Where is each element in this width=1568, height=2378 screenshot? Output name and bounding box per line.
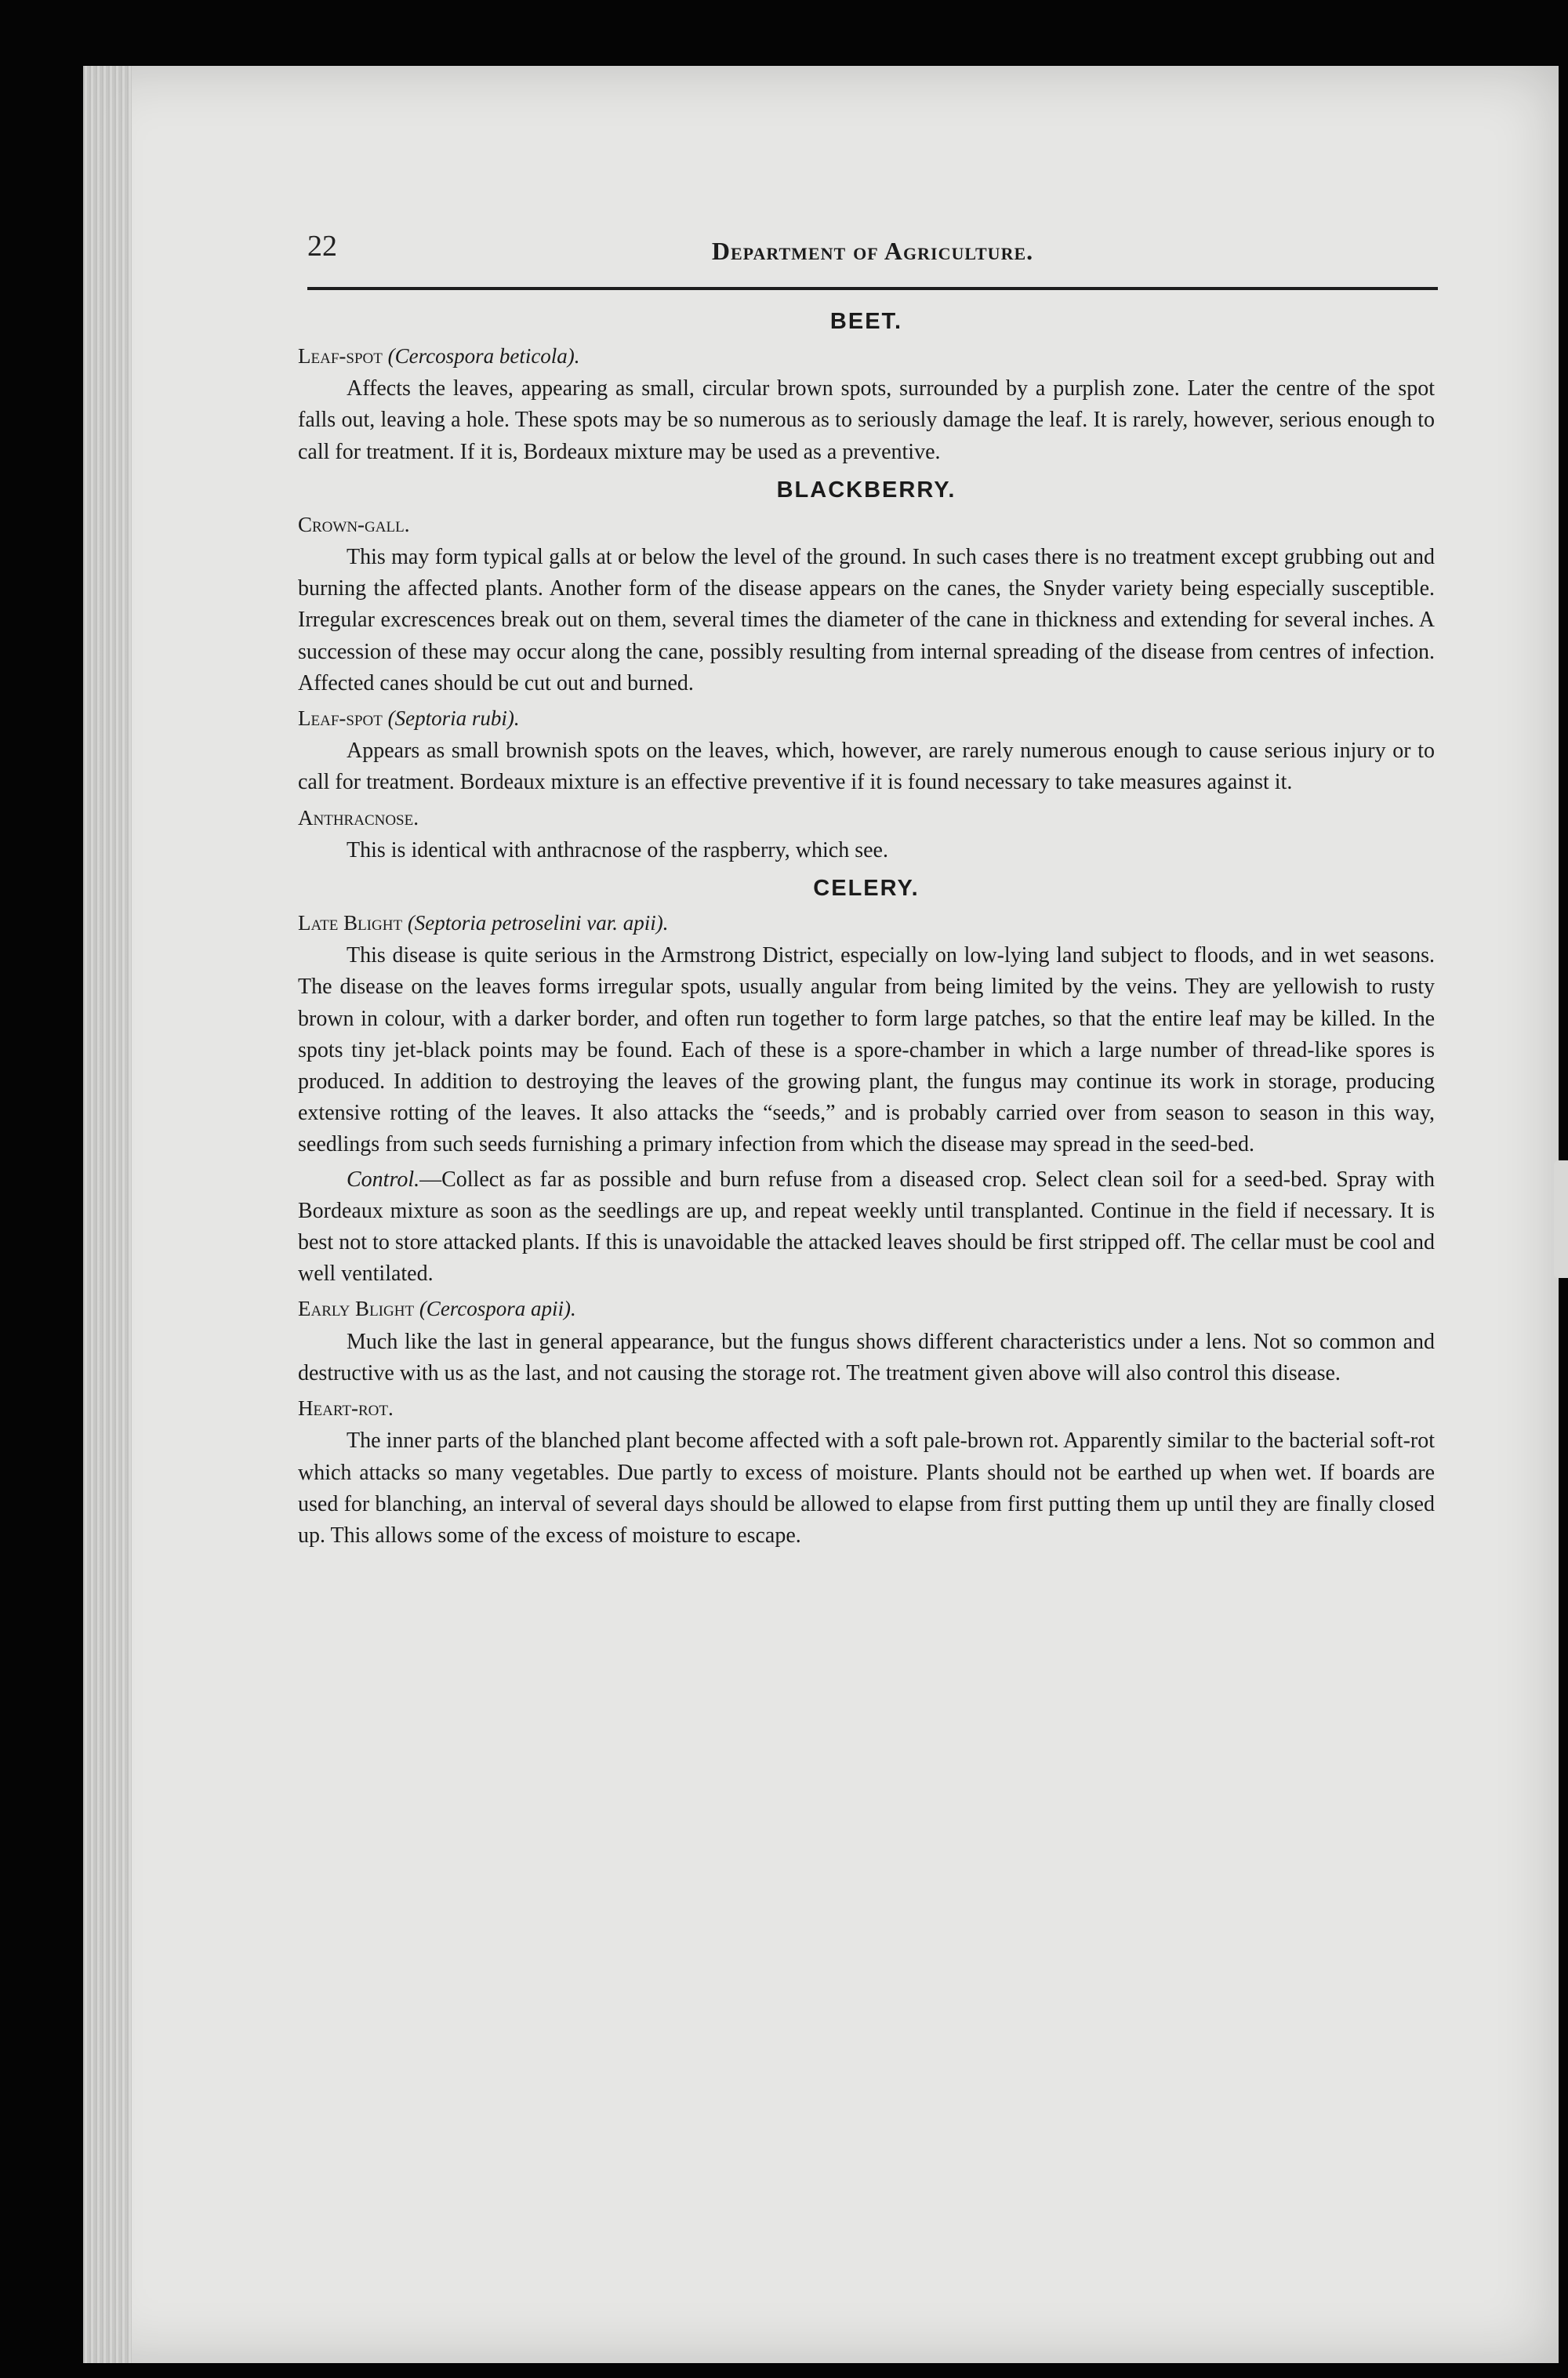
disease-heading — [298, 703, 1435, 734]
disease-name: Anthracnose. — [298, 805, 419, 830]
disease-heading — [298, 509, 1435, 540]
paragraph: This disease is quite serious in the Armstrong District, especially on low-lying land subject to floods, and in wet seasons. The disease on the leaves forms irregular spots, usually angular from being limited by the veins. They are yellowish to rusty brown in colour, with a darker border, and often run together to form large patches, so that the entire leaf may be killed. In the spots tiny jet-black points may be found. Each of these is a spore-chamber in which a large number of thread-like spores is produced. In addition to destroying the leaves of the growing plant, the fungus may continue its work in storage, producing extensive rotting of the leaves. It also attacks the “seeds,” and is probably carried over from season to season in this way, seedlings from such seeds furnishing a primary infection from which the disease may spread in the seed-bed. — [298, 943, 1435, 1157]
disease-heading — [298, 1293, 1435, 1324]
disease-name: Leaf-spot — [298, 706, 383, 731]
paragraph: Much like the last in general appearance, but the fungus shows different characteristics under a lens. Not so common and destructive with us as the last, and not causing the storage rot. The treatment given above will also control this disease. — [298, 1329, 1435, 1385]
page-header — [307, 226, 1438, 289]
paragraph: Appears as small brownish spots on the leaves, which, however, are rarely numerous enough to cause serious injury or to call for treatment. Bordeaux mixture is an effective preventive if it is found necessary to take measures against it. — [298, 739, 1435, 795]
crop-heading: BEET. — [829, 309, 903, 334]
disease-scientific-name: (Cercospora apii). — [419, 1297, 576, 1321]
disease-scientific-name: (Cercospora beticola). — [387, 344, 580, 368]
disease-heading — [298, 907, 1435, 938]
page-edge-tab — [1554, 1160, 1568, 1278]
disease-name: Heart-rot. — [298, 1396, 394, 1421]
disease-name: Crown-gall. — [298, 512, 410, 536]
header-rule — [307, 287, 1438, 290]
running-head: Department of Agriculture. — [711, 237, 1034, 265]
disease-name: Late Blight — [298, 911, 403, 935]
page-number: 22 — [307, 230, 337, 263]
crop-heading: CELERY. — [813, 876, 920, 902]
paragraph: This is identical with anthracnose of the raspberry, which see. — [347, 837, 888, 862]
control-text: —Collect as far as possible and burn refuse from a diseased crop. Select clean soil for a seed-bed. Spray with Bordeaux mixture as soon as the seedlings are up, and repeat weekly until transplanted. Continue in the field if necessary. It is best not to store attacked plants. If this is unavoidable the attacked leaves should be first stripped off. The cellar must be cool and well ventilated. — [298, 1167, 1435, 1287]
paragraph: The inner parts of the blanched plant become affected with a soft pale-brown rot. Apparently similar to the bacterial soft-rot which attacks so many vegetables. Due partly to excess of moisture. Plants should not be earthed up when wet. If boards are used for blanching, an interval of several days should be allowed to elapse from first putting them up until they are finally closed up. This allows some of the excess of moisture to escape. — [298, 1429, 1435, 1548]
crop-heading: BLACKBERRY. — [776, 477, 956, 503]
disease-heading — [298, 340, 1435, 372]
page-binding-edge — [83, 66, 132, 2363]
disease-scientific-name: (Septoria petroselini var. apii). — [407, 911, 669, 935]
disease-name: Early Blight — [298, 1297, 415, 1321]
page-body — [298, 300, 1435, 1555]
control-paragraph — [298, 1164, 1435, 1291]
disease-scientific-name: (Septoria rubi). — [387, 706, 520, 731]
paragraph: Affects the leaves, appearing as small, circular brown spots, surrounded by a purplish zone. Later the centre of the spot falls out, leaving a hole. These spots may be so numerous as to seriously damage the leaf. It is rarely, however, serious enough to call for treatment. If it is, Bordeaux mixture may be used as a preventive. — [298, 376, 1435, 464]
disease-name: Leaf-spot — [298, 344, 383, 368]
paragraph: This may form typical galls at or below the level of the ground. In such cases there is no treatment except grubbing out and burning the affected plants. Another form of the disease appears on the canes, the Snyder variety being especially susceptible. Irregular excrescences break out on them, several times the diameter of the cane in thickness and extending for several inches. A succession of these may occur along the cane, possibly resulting from internal spreading of the disease from centres of infection. Affected canes should be cut out and burned. — [298, 545, 1435, 695]
control-label: Control. — [347, 1167, 420, 1192]
disease-heading — [298, 802, 1435, 833]
disease-heading — [298, 1392, 1435, 1424]
